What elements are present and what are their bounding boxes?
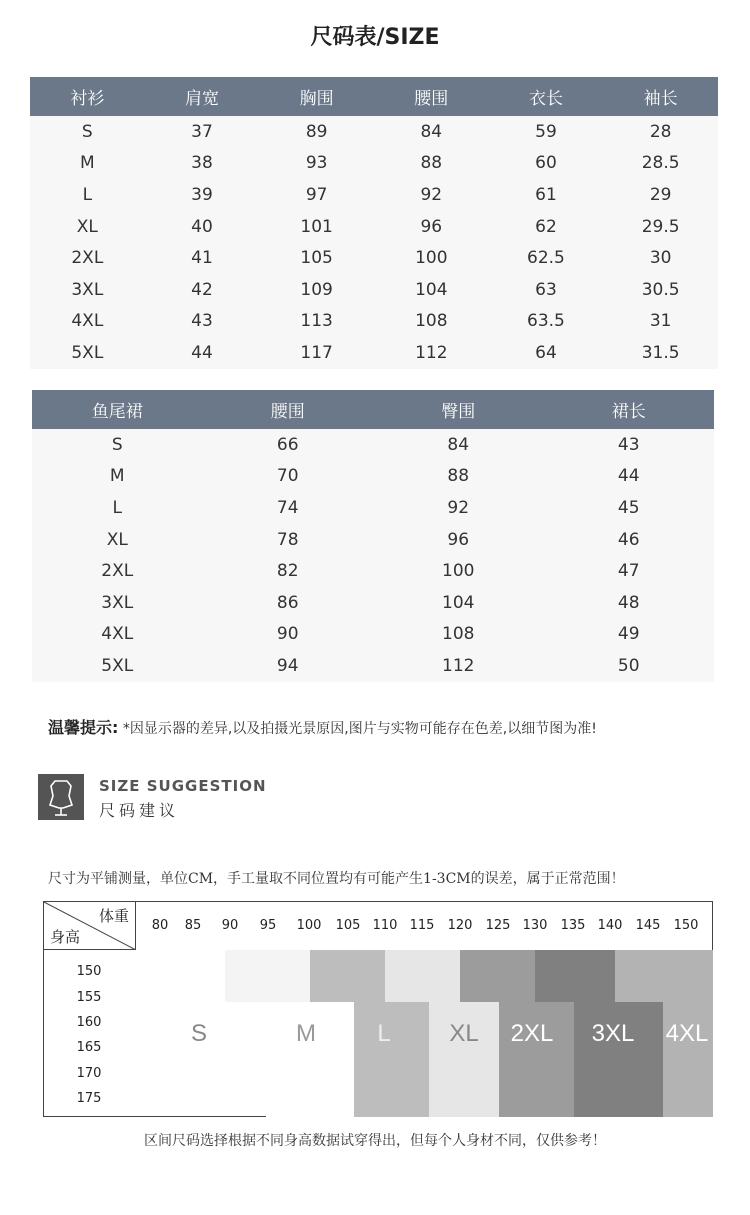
table-row xyxy=(32,587,714,619)
column-header: 袖长 xyxy=(603,77,718,116)
table-cell: 59 xyxy=(489,116,604,148)
table-cell: 109 xyxy=(259,274,374,306)
table-row xyxy=(30,306,718,338)
table-row xyxy=(32,555,714,587)
table-cell: 117 xyxy=(259,337,374,369)
table-cell: S xyxy=(32,429,203,461)
footer-note: 区间尺码选择根据不同身高数据试穿得出，但每个人身材不同，仅供参考！ xyxy=(144,1133,606,1149)
table-cell: 74 xyxy=(203,492,374,524)
table-row xyxy=(30,179,718,211)
table-cell: 29.5 xyxy=(603,211,718,243)
size-label: 3XL xyxy=(591,1020,635,1047)
table-cell: 104 xyxy=(373,587,544,619)
table-cell: S xyxy=(30,116,145,148)
table-row xyxy=(30,274,718,306)
table-cell: 112 xyxy=(373,650,544,682)
table-cell: 50 xyxy=(544,650,715,682)
table-cell: 96 xyxy=(373,524,544,556)
table-cell: 2XL xyxy=(32,555,203,587)
table-cell: 37 xyxy=(145,116,260,148)
table-row xyxy=(32,429,714,461)
table-cell: 44 xyxy=(145,337,260,369)
table-cell: 31 xyxy=(603,306,718,338)
weight-label: 125 xyxy=(485,918,511,933)
table-cell: 84 xyxy=(374,116,489,148)
table-cell: 43 xyxy=(145,306,260,338)
column-header: 腰围 xyxy=(203,390,374,429)
table-cell: 28 xyxy=(603,116,718,148)
tips-text: *因显示器的差异,以及拍摄光景原因,图片与实物可能存在色差,以细节图为准! xyxy=(122,721,597,737)
chart-corner-cell xyxy=(44,902,136,950)
column-header: 胸围 xyxy=(259,77,374,116)
table-cell: 49 xyxy=(544,619,715,651)
weight-label: 110 xyxy=(372,918,398,933)
table-cell: 3XL xyxy=(30,274,145,306)
height-label: 160 xyxy=(76,1015,102,1030)
table-cell: XL xyxy=(32,524,203,556)
height-axis-label: 身高 xyxy=(50,928,81,946)
table-cell: 88 xyxy=(374,148,489,180)
weight-label: 100 xyxy=(296,918,322,933)
table-cell: 89 xyxy=(259,116,374,148)
tips-label: 温馨提示: xyxy=(48,718,119,737)
table-cell: XL xyxy=(30,211,145,243)
table-row xyxy=(30,337,718,369)
table-cell: 40 xyxy=(145,211,260,243)
table-cell: 61 xyxy=(489,179,604,211)
table-cell: 93 xyxy=(259,148,374,180)
height-label: 150 xyxy=(76,964,102,979)
table-row xyxy=(30,148,718,180)
table-cell: 41 xyxy=(145,242,260,274)
weight-label: 130 xyxy=(522,918,548,933)
table-cell: 92 xyxy=(373,492,544,524)
weight-axis-label: 体重 xyxy=(98,907,129,925)
skirt-table-header xyxy=(32,390,714,429)
table-cell: 100 xyxy=(373,555,544,587)
table-cell: 3XL xyxy=(32,587,203,619)
size-label: M xyxy=(296,1020,316,1047)
weight-label: 115 xyxy=(409,918,435,933)
table-cell: 88 xyxy=(373,461,544,493)
weight-label: 80 xyxy=(151,918,169,933)
table-cell: L xyxy=(32,492,203,524)
table-cell: 5XL xyxy=(30,337,145,369)
table-cell: 101 xyxy=(259,211,374,243)
table-cell: 45 xyxy=(544,492,715,524)
table-cell: 47 xyxy=(544,555,715,587)
table-cell: 84 xyxy=(373,429,544,461)
page-title: 尺码表/SIZE xyxy=(310,25,440,50)
size-label: S xyxy=(190,1020,208,1047)
column-header: 肩宽 xyxy=(145,77,260,116)
table-cell: 2XL xyxy=(30,242,145,274)
table-cell: 5XL xyxy=(32,650,203,682)
skirt-size-table xyxy=(32,390,714,682)
size-label: 2XL xyxy=(510,1020,554,1047)
weight-label: 85 xyxy=(184,918,202,933)
size-band xyxy=(354,1002,429,1117)
table-row xyxy=(30,116,718,148)
table-cell: 62 xyxy=(489,211,604,243)
table-cell: M xyxy=(32,461,203,493)
measurement-note: 尺寸为平铺测量，单位CM，手工量取不同位置均有可能产生1-3CM的误差，属于正常范围！ xyxy=(48,871,625,887)
weight-label: 120 xyxy=(447,918,473,933)
table-cell: 108 xyxy=(373,619,544,651)
size-suggestion-chart xyxy=(43,901,713,1117)
size-label: 4XL xyxy=(665,1020,709,1047)
table-cell: 38 xyxy=(145,148,260,180)
table-cell: 94 xyxy=(203,650,374,682)
weight-label: 90 xyxy=(221,918,239,933)
table-row xyxy=(30,211,718,243)
table-cell: 60 xyxy=(489,148,604,180)
table-cell: 104 xyxy=(374,274,489,306)
table-cell: 31.5 xyxy=(603,337,718,369)
column-header: 衬衫 xyxy=(30,77,145,116)
table-cell: M xyxy=(30,148,145,180)
warm-tips xyxy=(48,715,728,738)
table-cell: 30.5 xyxy=(603,274,718,306)
shirt-size-table xyxy=(30,77,718,369)
table-row xyxy=(30,242,718,274)
table-row xyxy=(32,461,714,493)
table-cell: 82 xyxy=(203,555,374,587)
table-cell: 63.5 xyxy=(489,306,604,338)
table-cell: 64 xyxy=(489,337,604,369)
table-cell: 86 xyxy=(203,587,374,619)
size-suggestion-subtitle: 尺码建议 xyxy=(99,801,180,820)
column-header: 裙长 xyxy=(544,390,715,429)
weight-label: 150 xyxy=(673,918,699,933)
table-cell: 63 xyxy=(489,274,604,306)
table-cell: 42 xyxy=(145,274,260,306)
table-cell: 4XL xyxy=(30,306,145,338)
table-cell: 28.5 xyxy=(603,148,718,180)
table-cell: 43 xyxy=(544,429,715,461)
size-suggestion-title: SIZE SUGGESTION xyxy=(99,777,267,795)
height-label: 165 xyxy=(76,1040,102,1055)
weight-label: 105 xyxy=(335,918,361,933)
table-cell: 30 xyxy=(603,242,718,274)
size-band-top xyxy=(225,950,311,1002)
table-cell: 113 xyxy=(259,306,374,338)
table-cell: 96 xyxy=(374,211,489,243)
table-cell: 48 xyxy=(544,587,715,619)
size-label: L xyxy=(377,1020,391,1047)
column-header: 腰围 xyxy=(374,77,489,116)
table-cell: 108 xyxy=(374,306,489,338)
table-cell: 105 xyxy=(259,242,374,274)
table-row xyxy=(32,619,714,651)
table-cell: 66 xyxy=(203,429,374,461)
table-cell: 78 xyxy=(203,524,374,556)
table-cell: 62.5 xyxy=(489,242,604,274)
height-label: 170 xyxy=(76,1066,102,1081)
table-cell: 70 xyxy=(203,461,374,493)
table-cell: 46 xyxy=(544,524,715,556)
shirt-table-header xyxy=(30,77,718,116)
column-header: 臀围 xyxy=(373,390,544,429)
table-cell: 112 xyxy=(374,337,489,369)
table-cell: 39 xyxy=(145,179,260,211)
table-row xyxy=(32,524,714,556)
weight-label: 95 xyxy=(259,918,277,933)
table-cell: 4XL xyxy=(32,619,203,651)
table-cell: L xyxy=(30,179,145,211)
table-cell: 97 xyxy=(259,179,374,211)
column-header: 鱼尾裙 xyxy=(32,390,203,429)
height-label: 175 xyxy=(76,1091,102,1106)
column-header: 衣长 xyxy=(489,77,604,116)
size-label: XL xyxy=(449,1020,479,1047)
table-cell: 44 xyxy=(544,461,715,493)
table-cell: 100 xyxy=(374,242,489,274)
mannequin-icon xyxy=(38,774,84,820)
weight-label: 145 xyxy=(635,918,661,933)
weight-label: 140 xyxy=(597,918,623,933)
table-cell: 90 xyxy=(203,619,374,651)
table-row xyxy=(32,650,714,682)
table-cell: 92 xyxy=(374,179,489,211)
table-cell: 29 xyxy=(603,179,718,211)
height-label: 155 xyxy=(76,990,102,1005)
table-row xyxy=(32,492,714,524)
weight-label: 135 xyxy=(560,918,586,933)
